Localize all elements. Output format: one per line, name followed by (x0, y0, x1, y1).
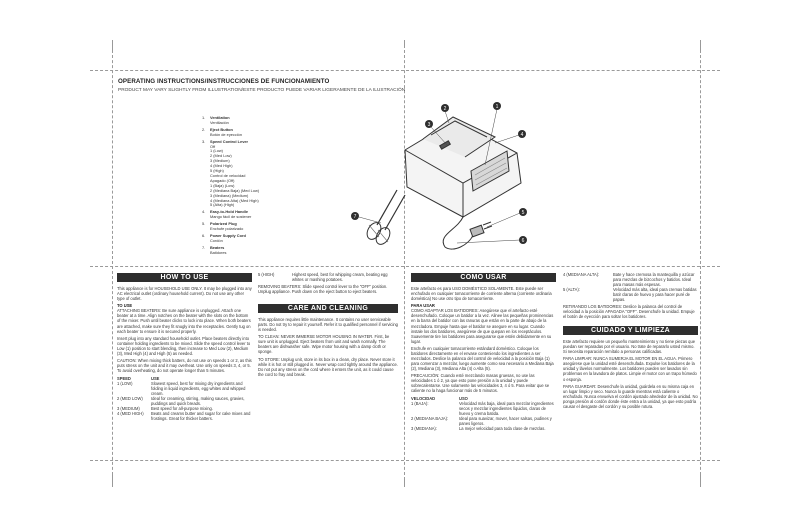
cuidado-column (563, 272, 698, 322)
paragraph: TO STORE: Unplug unit, store in its box in a clean, dry place. Never store it while it is hot or still plugged in. Never wrap cord tightly around the appliance. Do not put any stress on the cord where it enters the unit, as it could cause the cord to fray and break. (258, 356, 398, 377)
parts-list-item: 6. Power Supply Cord Cordón (202, 232, 246, 243)
speed-table (117, 376, 252, 421)
paragraph: Este artefacto requiere un pequeño mantenimiento y no tiene piezas que puedan ser reparadas por el usuario. No trate de repararlo usted mismo. Si necesita reparación remítalo a personas calificadas. (563, 339, 695, 355)
speed-cell: 2 (MED LOW) (117, 395, 143, 401)
use-cell: Velocidad más alta, ideal para cremas batidas batir claras de huevo y para hacer puré de papas. (613, 287, 697, 303)
callout-label: 6 (521, 237, 525, 244)
hand-mixer-illustration (345, 95, 540, 255)
speed-cell: 2 (MEDIANA BAJA): (411, 415, 449, 421)
speed-cell: 5 (HIGH) (258, 272, 275, 277)
crop-mark (112, 40, 113, 52)
care-column-body (258, 317, 398, 379)
speed-cell: 3 (MEDIUM) (117, 405, 140, 411)
fold-line-right (700, 45, 701, 485)
use-cell: Ideal for creaming, stirring, making sauces, gravies, puddings and quick breads. (151, 395, 245, 406)
crop-mark (700, 475, 701, 487)
use-cell: Best speed for all-purpose mixing. (151, 405, 213, 411)
callout-label: 1 (495, 103, 499, 110)
paragraph: ATTACHING BEATERS: Be sure appliance is unplugged. Attach one beater at a time. Align notches on the beater with the slots on the bottom of the mixer. Push until beater clicks to lock into place. When both beaters are attached, make sure they fit snugly into the receptacles. Gently tug on each beater to ensure it is secured properly. (117, 308, 251, 334)
speed-table-continued (258, 272, 398, 282)
use-header: USO (459, 395, 468, 401)
fold-line-left (112, 45, 113, 485)
parts-list-item: 1. Ventilation Ventilación (202, 115, 230, 125)
use-cell: Velocidad más baja, ideal para mezclar ingredientes secos y mezclar ingredientes líquidos, claras de huevo y crema batida. (459, 400, 554, 416)
speed-cell: 5 (ALTA): (563, 287, 580, 293)
subheading: TO USE (117, 303, 133, 309)
callout-label: 7 (353, 213, 357, 220)
callout-label: 4 (520, 131, 524, 138)
section-heading-como-usar: COMO USAR (411, 273, 556, 282)
parts-list-item: 5. Polarized Plug Enchufe polarizado (202, 221, 244, 232)
paragraph: CAUTION: When mixing thick batters, do not use on speeds 1 or 2, as this puts stress on the unit and it may overheat. Use only on speeds 3, 4, or 5. To avoid overheating, do not operate longer than 5 minutes. (117, 358, 252, 374)
paragraph: PARA GUARDAR: Desenchufe la unidad, guárdela en su misma caja en un lugar limpio y seco. Nunca lo guarde mientras está caliente o enchufado. Nunca envuelva el cordón ajustado alrededor de la unidad. No ponga presión al cordón donde éste entra a la unidad, ya que esto podría causar el desgaste del cordón y su posible rotura. (563, 383, 698, 409)
use-cell: Bate y hace cremosa la mantequilla y azúcar para mezclas de bizcochos y batidos. Ideal para masas más espesas. (613, 272, 695, 288)
speed-cell: 3 (MEDIANA): (411, 425, 437, 431)
speed-cell: 1 (BAJA): (411, 400, 429, 406)
use-header: USE (151, 375, 160, 381)
paragraph: TO CLEAN: NEVER IMMERSE MOTOR HOUSING IN WATER. First, be sure unit is unplugged. Eject beaters from unit and wash normally. The beaters are dishwasher safe. Wipe motor housing with a damp cloth or sponge. (258, 334, 390, 355)
callout-label: 5 (521, 209, 525, 216)
speed-cell: 4 (MED HIGH) (117, 410, 144, 416)
paragraph: Enchufe en cualquier tomacorriente estándard doméstico. Coloque los batidores directamente en el envase conteniendo los ingredientes a ser mezclados. Deslice la palanca del control de velocidad a la posición Baja (1) para comenzar a mezclar, luego aumente como sea necesario a Mediana Baja (2), Mediana (3), Mediana Alta (4) o Alta (5). (411, 345, 554, 372)
crop-mark (700, 40, 701, 52)
use-cell: La mejor velocidad para toda clase de mezclas. (459, 425, 546, 431)
paragraph: PARA LIMPIAR: NUNCA SUMERJA EL MOTOR EN EL AGUA. Primero asegúrese que la unidad esté desenchufada. Expulse los batidores de la unidad y lávelos normalmente. Los batidores pueden ser lavados sin problemas en la lavadora de platos. Limpie el motor con un trapo húmedo o esponja. (563, 356, 697, 382)
crop-mark (112, 475, 113, 487)
parts-list-item: 4. Easy-to-Hold Handle Mango fácil de sostener (202, 209, 252, 220)
section-heading-cuidado-y-limpieza: CUIDADO Y LIMPIEZA (563, 326, 698, 335)
crop-mark (404, 479, 405, 487)
paragraph: COMO ADAPTAR LOS BATIDORES: Asegúrese que el artefacto esté desenchufado. Coloque un batidor a la vez. Alinee las pequeñas prominencias en la barra del batidor con las ranuras que están en la parte de abajo de la mezcladora. Empuje hasta que el batidor se asegure en su lugar. Cuando instale los dos batidores, asegúrese de que quepan en los receptáculos. Suavemente tire los batidores para asegurarse que estén debidamente en su lugar. (411, 308, 554, 344)
cuidado-column-body (563, 339, 698, 411)
use-cell: Slowest speed, best for mixing dry ingredients and folding in liquid ingredients, egg whites and whipped cream. (151, 380, 246, 396)
use-cell: Highest speed, best for whipping cream, beating egg whites or mashing potatoes. (292, 272, 388, 283)
callout-label: 2 (443, 105, 447, 112)
parts-list (202, 116, 308, 258)
crop-mark (404, 40, 405, 48)
speed-cell: 4 (MEDIANA ALTA): (563, 272, 600, 277)
fold-line-bottom (90, 460, 720, 461)
section-heading-care-and-cleaning: CARE AND CLEANING (258, 304, 398, 313)
paragraph: Este artefacto es para USO DOMÉSTICO SOLAMENTE. Este puede ser enchufado en cualquier tomacorriente de corriente alterna (corriente ordinaria doméstica) No use otro tipo de tomacorriente. (411, 286, 552, 302)
parts-list-item: 2. Eject Button Botón de eyección (202, 126, 243, 137)
paragraph: This appliance requires little maintenance. It contains no user serviceable parts. Do not try to repair it yourself. Refer it to qualified personnel if servicing is needed. (258, 317, 398, 333)
paragraph: RETIRANDO LOS BATIDORES: Deslice la palanca del control de velocidad a la posición APAGADA "OFF". Desenchufe la unidad. Empuje el botón de eyección para soltar los batidores. (563, 304, 695, 320)
paragraph: PRECAUCIÓN: Cuando esté mezclando masas gruesas, no use las velocidades 1 ó 2, ya que esto pone presión a la unidad y puede sobrecalentarse. Use solamente las velocidades 3, 4 ó 5. Para evitar que se caliente no la haga funcionar más de 5 minutos. (411, 373, 550, 394)
page-title: OPERATING INSTRUCTIONS/INSTRUCCIONES DE FUNCIONAMIENTO (118, 78, 330, 85)
fold-line-middle (90, 266, 720, 267)
speed-cell: 1 (LOW) (117, 380, 133, 386)
fold-line-top (90, 70, 720, 71)
como-usar-column (411, 286, 556, 431)
speed-table-es (411, 396, 556, 431)
paragraph: REMOVING BEATERS: Slide speed control lever to the "OFF" position. Unplug appliance. Push down on the eject button to eject beaters. (258, 284, 388, 295)
parts-list-item: 3. Speed Control Lever Off 1 (Low) 2 (Med Low) 3 (Medium) 4 (Med High) 5 (High) Control de velocidad Apagado (Off) 1 (Baja) (Low) 2 (Mediana Baja) (Med Low) 3 (Mediana) (Medium) 4 (Mediana Alta) (Med High) 5 (Alta) (High) (202, 138, 260, 208)
section-heading-how-to-use: HOW TO USE (117, 273, 252, 282)
use-cell: Beats and creams butter and sugar for cake mixes and frostings. Great for thicker batters. (151, 410, 251, 421)
speed-table-es-continued (563, 272, 698, 302)
care-column (258, 272, 398, 296)
page-subtitle: PRODUCT MAY VARY SLIGHTLY FROM ILLUSTRATION/ESTE PRODUCTO PUEDE VARIAR LIGERAMENTE DE LA ILUSTRACIÓN (118, 88, 406, 93)
parts-list-item: 7. Beaters Batidores (202, 244, 227, 255)
callout-label: 3 (427, 121, 431, 128)
paragraph: Insert plug into any standard household outlet. Place beaters directly into container holding ingredients to be mixed. Slide the speed control lever to Low (1) position to start blending, then increase to Med Low (2), Medium (3), Med High (4) and High (5) as needed. (117, 335, 251, 356)
paragraph: This appliance is for HOUSEHOLD USE ONLY. It may be plugged into any AC electrical outlet (ordinary household current). Do not use any other type of outlet. (117, 286, 252, 302)
speed-header: SPEED (117, 375, 131, 381)
speed-header: VELOCIDAD (411, 395, 436, 401)
use-cell: Ideal para suavizar, mover, hacer salsas, pudines y panes ligeros. (459, 415, 552, 426)
how-to-use-column (117, 286, 252, 421)
subheading: PARA USAR (411, 303, 435, 309)
